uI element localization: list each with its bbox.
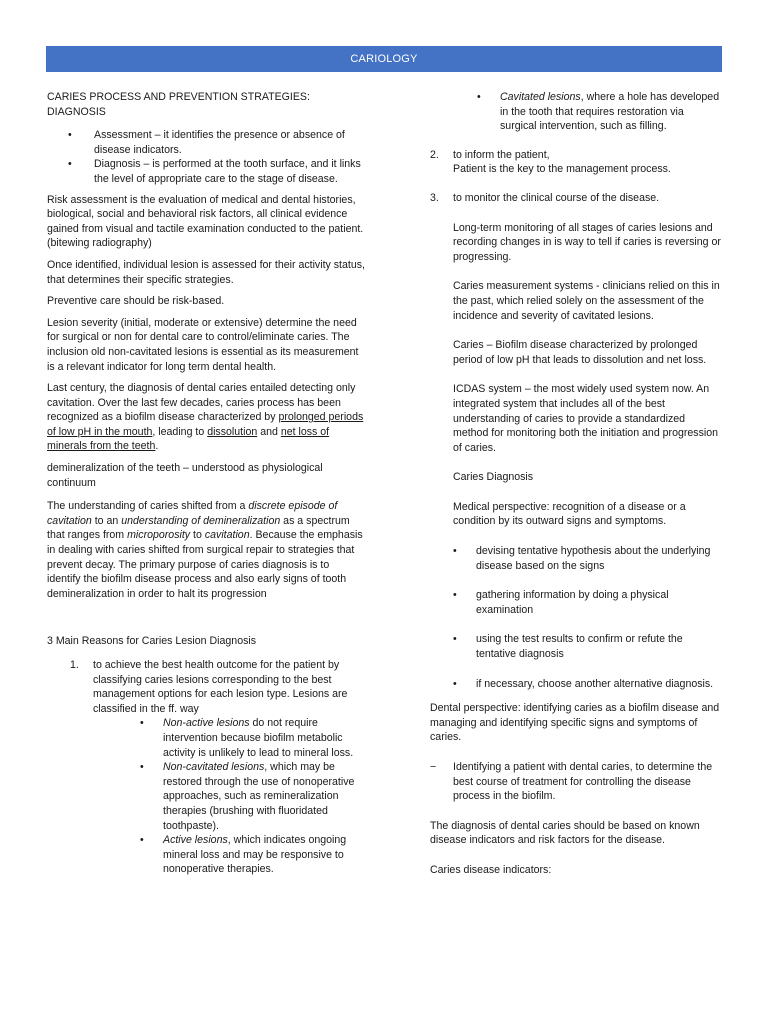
text: . Because the emphasis in dealing with caries shifted from surgical repair to strategies that prevent decay. The primary purpose of caries diagnosis is to identify the biofilm disease process and also early signs of tooth demineralization in order to halt its progression bbox=[47, 529, 363, 600]
definition: – it identifies the presence or absence of disease indicators. bbox=[94, 129, 345, 156]
emphasis: discrete episode of cavitation bbox=[47, 500, 338, 527]
list-item-active bbox=[140, 833, 365, 877]
term: Assessment bbox=[94, 129, 152, 142]
list-item-gathering bbox=[453, 588, 722, 617]
bullet-icon: • bbox=[453, 633, 457, 646]
text: to bbox=[190, 529, 205, 542]
list-item-non-active bbox=[140, 716, 365, 760]
item-text: Patient is the key to the management process. bbox=[453, 163, 671, 176]
item-text: Identifying a patient with dental caries, to determine the best course of treatment for controlling the disease process in the biofilm. bbox=[453, 761, 713, 803]
list-item-test-results bbox=[453, 632, 722, 661]
paragraph-measurement: Caries measurement systems - clinicians relied on this in the past, which relied solely on the assessment of the incidence and severity of cavitated lesions. bbox=[453, 280, 720, 322]
definition: – Biofilm disease characterized by prolonged period of low pH that leads to dissolution and net loss. bbox=[453, 339, 707, 366]
term: Caries bbox=[453, 339, 484, 352]
underlined-text: prolonged periods of low pH in the mouth bbox=[47, 411, 364, 438]
left-column bbox=[47, 90, 365, 877]
bullet-icon: • bbox=[477, 91, 481, 103]
paragraph-lesion-severity bbox=[47, 316, 365, 374]
paragraph-based: The diagnosis of dental caries should be based on known disease indicators and risk factors for the disease. bbox=[430, 819, 700, 847]
right-body bbox=[430, 221, 722, 692]
paragraph-demineralization bbox=[47, 461, 365, 490]
numbered-item-2 bbox=[430, 148, 722, 177]
list-item-cavitated bbox=[477, 90, 722, 134]
item-number: 3. bbox=[430, 191, 439, 204]
text: as a spectrum that ranges from bbox=[47, 514, 350, 542]
definition: – understood as physiological continuum bbox=[47, 462, 323, 489]
paragraph-risk-assessment bbox=[47, 193, 365, 251]
term: Cavitated lesions bbox=[500, 91, 581, 103]
text: Last century, the diagnosis of dental caries entailed detecting only cavitation. Over the last few decades, bbox=[47, 382, 356, 409]
paragraph-long-term: Long-term monitoring of all stages of caries lesions and recording changes in is way to tell if caries is reversing or progressing. bbox=[453, 221, 721, 263]
bullet-icon: • bbox=[453, 545, 457, 558]
emphasis: microporosity bbox=[127, 529, 191, 542]
text: The understanding of caries shifted from a bbox=[47, 500, 249, 513]
bullet-icon: • bbox=[140, 834, 144, 847]
list-item-non-cavitated bbox=[140, 760, 365, 833]
bullet-icon: • bbox=[140, 761, 144, 774]
bullet-icon: • bbox=[453, 589, 457, 602]
emphasis: understanding of demineralization bbox=[121, 514, 281, 527]
numbered-item-3 bbox=[430, 191, 722, 206]
term: Non-active lesions bbox=[163, 717, 250, 730]
paragraph-once-identified: Once identified, individual lesion is assessed for their activity status, that determines their specific strategies. bbox=[47, 258, 365, 286]
term: caries process bbox=[226, 396, 295, 409]
definition: is the evaluation of medical and dental histories, biological, social and behavioral risk factors, all clinical evidence gained from visual and tactile examination conducted to the patient. (bitewing radiography) bbox=[47, 193, 364, 250]
term: Diagnosis bbox=[94, 158, 141, 171]
definition: (initial, moderate or extensive) determine the need for surgical or non for dental care to control/eliminate caries. The inclusion old non-cavitated lesions is essential as its measurement is a relevant indicator for long term dental health. bbox=[47, 316, 359, 373]
right-column bbox=[430, 90, 722, 878]
definition: , where a hole has developed in the tooth that requires restoration via surgical intervention, such as filling. bbox=[500, 91, 720, 133]
term: biofilm disease bbox=[124, 411, 195, 424]
list-item-diagnosis bbox=[47, 157, 365, 186]
bullet-icon: • bbox=[140, 717, 144, 730]
paragraph-caries bbox=[453, 338, 722, 367]
text: , leading to bbox=[152, 425, 208, 438]
term: Risk assessment bbox=[47, 193, 128, 206]
item-text: devising tentative hypothesis about the underlying disease based on the signs bbox=[476, 545, 711, 572]
emphasis: cavitation bbox=[204, 529, 250, 542]
term: Active lesions bbox=[163, 834, 228, 847]
section-heading: CARIES PROCESS AND PREVENTION STRATEGIES: DIAGNOSIS bbox=[47, 91, 310, 118]
reasons-heading: 3 Main Reasons for Caries Lesion Diagnosis bbox=[47, 635, 257, 648]
list-item-assessment bbox=[47, 128, 365, 157]
text: and bbox=[257, 425, 281, 438]
bullet-icon: • bbox=[68, 129, 72, 142]
numbered-item-1 bbox=[47, 658, 365, 877]
definition: , which may be restored through the use of nonoperative approaches, such as remineralization therapies (brushing with fluoridated toothpaste). bbox=[163, 761, 355, 832]
paragraph-last-century bbox=[47, 381, 365, 454]
definition: , which indicates ongoing mineral loss and may be responsive to nonoperative therapies. bbox=[163, 834, 347, 876]
text: has been recognized as a bbox=[47, 396, 341, 424]
term: ICDAS system bbox=[453, 383, 522, 396]
bullet-icon: • bbox=[453, 677, 457, 690]
term: demineralization of the teeth bbox=[47, 462, 181, 475]
definition: – is performed at the tooth surface, and it links the level of appropriate care to the stage of disease. bbox=[94, 158, 361, 185]
definition: – the most widely used system now. An integrated system that includes all of the best understanding of caries to provide a standardized method for monitoring both the initiation and progression of caries. bbox=[453, 383, 719, 454]
paragraph-icdas bbox=[453, 382, 722, 455]
paragraph-medical: Medical perspective: recognition of a disease or a condition by its outward signs and symptoms. bbox=[453, 500, 686, 528]
item-text: to inform the patient, bbox=[453, 148, 550, 161]
term: Lesion severity bbox=[47, 316, 118, 329]
text: characterized by bbox=[194, 411, 279, 424]
item-text: if necessary, choose another alternative diagnosis. bbox=[476, 677, 714, 690]
caries-diagnosis-heading: Caries Diagnosis bbox=[453, 471, 534, 484]
page-title-banner: CARIOLOGY bbox=[46, 46, 722, 72]
bullet-icon: • bbox=[68, 158, 72, 171]
underlined-text: net loss of minerals from the teeth bbox=[47, 425, 330, 453]
list-item-alternative bbox=[453, 677, 722, 692]
underlined-text: dissolution bbox=[207, 425, 258, 438]
list-item-hypothesis bbox=[453, 544, 722, 573]
item-text: to achieve the best health outcome for the patient by classifying caries lesions corresponding to the best management options for each lesion type. Lesions are classified in the ff. way bbox=[93, 659, 348, 715]
item-number: 1. bbox=[70, 659, 79, 671]
dash-icon: − bbox=[430, 761, 437, 773]
paragraph-understanding bbox=[47, 499, 365, 601]
indicators-heading: Caries disease indicators: bbox=[430, 863, 552, 876]
item-text: to monitor the clinical course of the disease. bbox=[453, 191, 660, 204]
list-item-identifying bbox=[430, 760, 722, 804]
text: . bbox=[155, 440, 159, 453]
item-number: 2. bbox=[430, 148, 439, 161]
paragraph-dental: Dental perspective: identifying caries as a biofilm disease and managing and identifying specific signs and symptoms of caries. bbox=[430, 702, 720, 744]
term: Non-cavitated lesions bbox=[163, 761, 265, 774]
definition: do not require intervention because biofilm metabolic activity is unlikely to lead to mineral loss. bbox=[163, 717, 354, 759]
paragraph-preventive: Preventive care should be risk-based. bbox=[47, 295, 225, 308]
text: to an bbox=[91, 514, 122, 527]
item-text: using the test results to confirm or refute the tentative diagnosis bbox=[476, 633, 683, 661]
item-text: gathering information by doing a physical examination bbox=[476, 589, 669, 616]
